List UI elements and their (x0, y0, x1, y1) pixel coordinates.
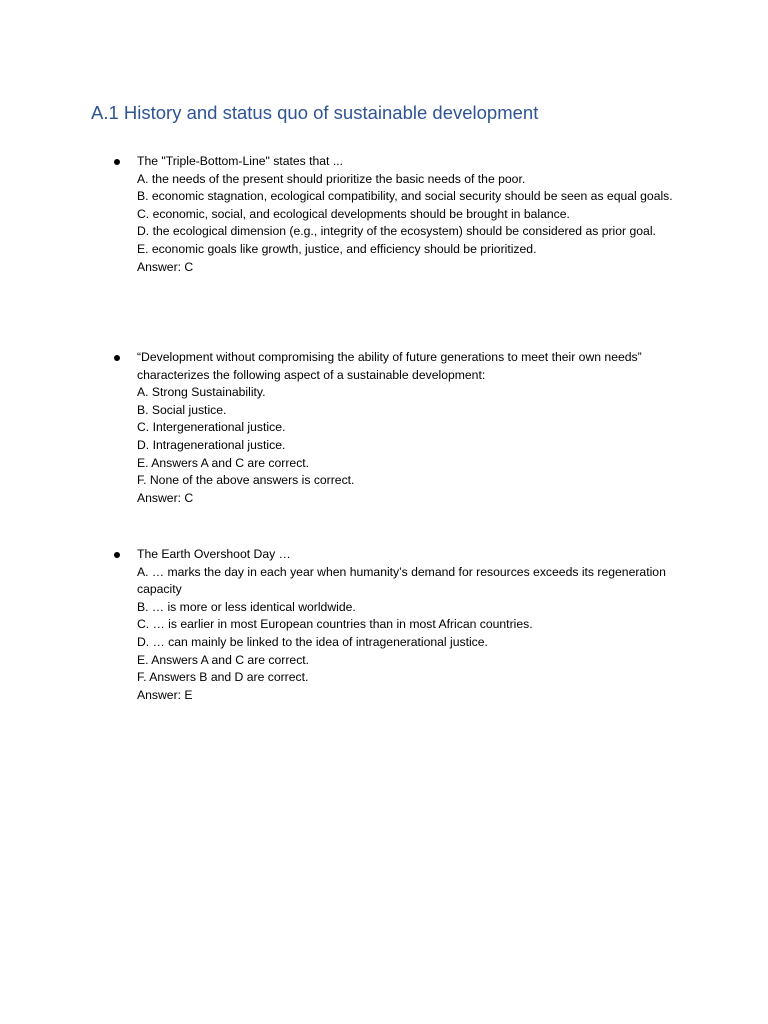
answer-option: A. … marks the day in each year when humanity’s demand for resources exceeds its regeneration capacity (137, 564, 666, 597)
answer-option: F. None of the above answers is correct. (137, 473, 355, 488)
question-stem: The Earth Overshoot Day … (137, 547, 291, 561)
answer-option: E. Answers A and C are correct. (137, 455, 310, 470)
question-body (137, 546, 694, 704)
answer-key: Answer: E (137, 687, 193, 702)
answer-option: E. economic goals like growth, justice, and efficiency should be prioritized. (137, 241, 537, 256)
answer-option: A. the needs of the present should prioritize the basic needs of the poor. (137, 171, 526, 186)
question-item (114, 349, 694, 507)
answer-option: A. Strong Sustainability. (137, 385, 266, 400)
answer-option: B. Social justice. (137, 402, 227, 417)
answer-option: F. Answers B and D are correct. (137, 670, 309, 685)
bullet-icon (114, 355, 120, 361)
answer-option: C. economic, social, and ecological developments should be brought in balance. (137, 206, 570, 221)
answer-option: D. … can mainly be linked to the idea of intragenerational justice. (137, 634, 488, 649)
answer-key: Answer: C (137, 490, 194, 505)
bullet-icon (114, 552, 120, 558)
question-stem: The "Triple-Bottom-Line" states that ... (137, 154, 343, 168)
answer-option: C. … is earlier in most European countries than in most African countries. (137, 617, 533, 632)
question-item (114, 153, 694, 276)
question-stem: “Development without compromising the ability of future generations to meet their own needs” characterizes the following aspect of a sustainable development: (137, 350, 642, 382)
question-body (137, 349, 694, 507)
answer-option: E. Answers A and C are correct. (137, 652, 310, 667)
answer-option: D. Intragenerational justice. (137, 437, 286, 452)
answer-option: B. … is more or less identical worldwide. (137, 599, 356, 614)
bullet-icon (114, 159, 120, 165)
question-body (137, 153, 694, 276)
section-heading: A.1 History and status quo of sustainable development (91, 102, 539, 123)
answer-key: Answer: C (137, 259, 194, 274)
answer-option: B. economic stagnation, ecological compatibility, and social security should be seen as equal goals. (137, 189, 673, 204)
answer-option: D. the ecological dimension (e.g., integrity of the ecosystem) should be considered as prior goal. (137, 224, 656, 239)
answer-option: C. Intergenerational justice. (137, 420, 286, 435)
question-item (114, 546, 694, 704)
